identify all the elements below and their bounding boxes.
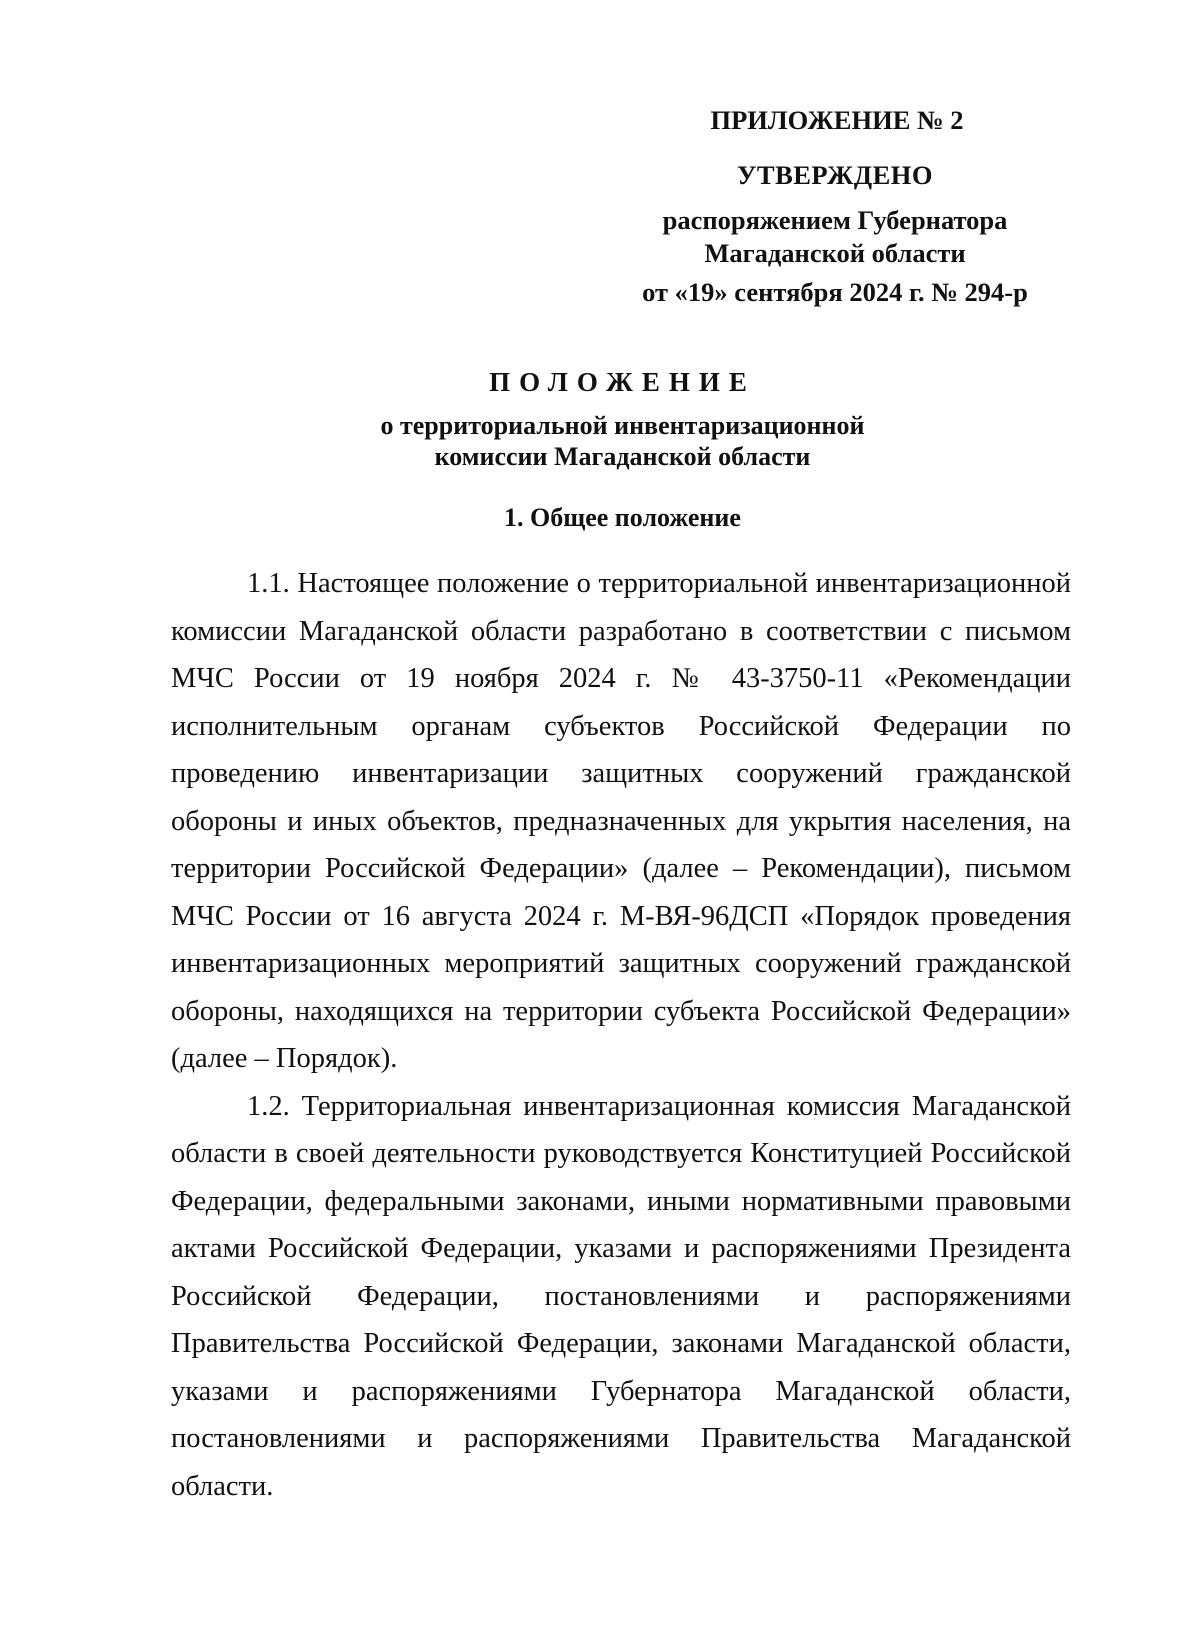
document-title: ПОЛОЖЕНИЕ: [489, 367, 756, 397]
appendix-label: ПРИЛОЖЕНИЕ № 2: [710, 105, 964, 135]
paragraph-1-2: 1.2. Территориальная инвентаризационная комиссия Магаданской области в своей деятельности руководствуется Конституцией Российской Федерации, федеральными законами, иными нормативными правовыми актами Российской Федерации, указами и распоряжениями Президента Российской Федерации, постановлениями и распоряжениями Правительства Российской Федерации, законами Магаданской области, указами и распоряжениями Губернатора Магаданской области, постановлениями и распоряжениями Правительства Магаданской области.: [171, 1090, 1071, 1502]
document-subtitle-line-2: комиссии Магаданской области: [434, 442, 811, 471]
title-block: [170, 364, 1075, 534]
order-date-line: от «19» сентября 2024 г. № 294-р: [642, 277, 1028, 307]
document-subtitle-line-1: о территориальной инвентаризационной: [380, 411, 865, 440]
section-heading: 1. Общее положение: [504, 503, 741, 532]
document-body: [171, 560, 1071, 1510]
approved-label: УТВЕРЖДЕНО: [736, 160, 934, 190]
paragraph-1-1: 1.1. Настоящее положение о территориальной инвентаризационной комиссии Магаданской области разработано в соответствии с письмом МЧС России от 19 ноября 2024 г. № 43-3750-11 «Рекомендации исполнительным органам субъектов Российской Федерации по проведению инвентаризации защитных сооружений гражданской обороны и иных объектов, предназначенных для укрытия населения, на территории Российской Федерации» (далее – Рекомендации), письмом МЧС России от 16 августа 2024 г. М-ВЯ-96ДСП «Порядок проведения инвентаризационных мероприятий защитных сооружений гражданской обороны, находящихся на территории субъекта Российской Федерации» (далее – Порядок).: [171, 568, 1071, 1074]
approval-block: [600, 104, 1070, 309]
approved-by-line-1: распоряжением Губернатора: [662, 205, 1008, 235]
approved-by-line-2: Магаданской области: [704, 238, 966, 268]
